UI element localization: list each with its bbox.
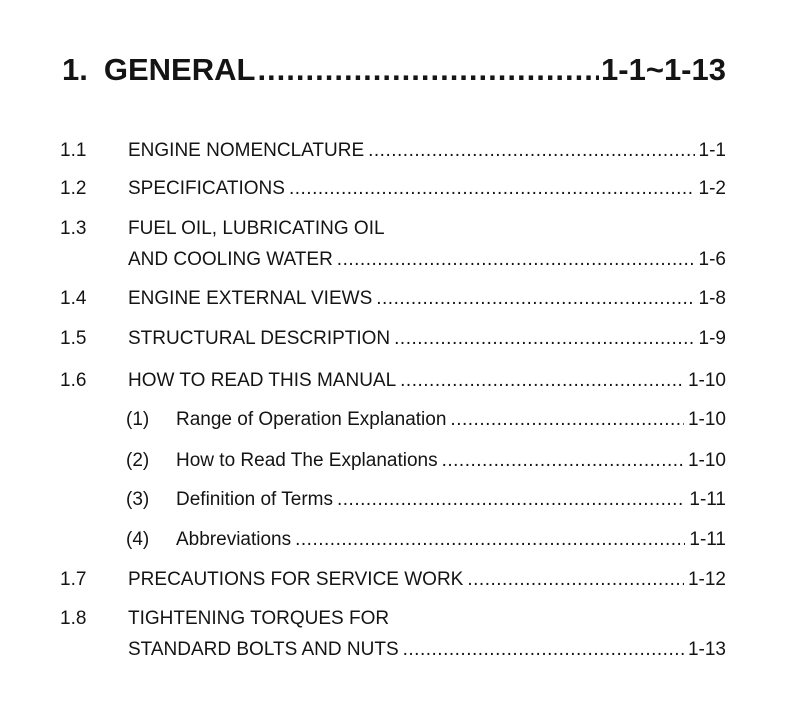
leader-dots <box>295 525 685 555</box>
chapter-heading <box>62 50 726 90</box>
entry-page: 1-10 <box>687 409 726 430</box>
leader-dots <box>400 366 684 396</box>
entry-title: ENGINE NOMENCLATURE <box>128 140 365 161</box>
entry-number: 1.8 <box>60 608 87 629</box>
entry-page: 1-11 <box>689 529 726 550</box>
leader-dots <box>368 136 694 166</box>
chapter-pages: 1-1~1-13 <box>601 52 726 87</box>
subentry-number: (1) <box>126 409 150 430</box>
entry-line <box>128 284 726 314</box>
entry-page: 1-10 <box>687 450 726 471</box>
entry-title: HOW TO READ THIS MANUAL <box>128 370 397 391</box>
entry-title-line1: TIGHTENING TORQUES FOR <box>128 608 390 629</box>
entry-page: 1-12 <box>687 569 726 590</box>
entry-title: Abbreviations <box>176 529 292 550</box>
entry-title: PRECAUTIONS FOR SERVICE WORK <box>128 569 464 590</box>
leader-dots <box>257 50 599 90</box>
leader-dots <box>289 174 695 204</box>
leader-dots <box>337 485 685 515</box>
entry-page: 1-10 <box>687 370 726 391</box>
entry-page: 1-8 <box>698 288 726 309</box>
leader-dots <box>337 245 695 275</box>
entry-page: 1-13 <box>687 639 726 660</box>
subentry-number: (4) <box>126 529 150 550</box>
leader-dots <box>450 405 684 435</box>
entry-line <box>128 136 726 166</box>
entry-number: 1.4 <box>60 288 87 309</box>
entry-number: 1.5 <box>60 328 87 349</box>
entry-title: SPECIFICATIONS <box>128 178 285 199</box>
entry-number: 1.6 <box>60 370 87 391</box>
entry-page: 1-2 <box>698 178 726 199</box>
chapter-title: GENERAL <box>103 52 256 87</box>
entry-line <box>176 525 726 555</box>
leader-dots <box>394 324 694 354</box>
entry-page: 1-9 <box>698 328 726 349</box>
entry-title-line1: FUEL OIL, LUBRICATING OIL <box>128 218 385 239</box>
chapter-number: 1. <box>62 52 88 87</box>
entry-number: 1.3 <box>60 218 87 239</box>
entry-line <box>128 366 726 396</box>
entry-number: 1.7 <box>60 569 87 590</box>
entry-title: Definition of Terms <box>176 489 333 510</box>
entry-page: 1-11 <box>689 489 726 510</box>
entry-line <box>128 174 726 204</box>
entry-page: 1-1 <box>698 140 726 161</box>
entry-title: Range of Operation Explanation <box>176 409 447 430</box>
leader-dots <box>376 284 694 314</box>
entry-line <box>176 405 726 435</box>
entry-number: 1.1 <box>60 140 87 161</box>
entry-line <box>128 324 726 354</box>
entry-line <box>176 485 726 515</box>
entry-line <box>128 635 726 665</box>
subentry-number: (3) <box>126 489 150 510</box>
entry-number: 1.2 <box>60 178 87 199</box>
entry-title: STRUCTURAL DESCRIPTION <box>128 328 391 349</box>
entry-line <box>176 446 726 476</box>
entry-page: 1-6 <box>698 249 726 270</box>
entry-title: STANDARD BOLTS AND NUTS <box>128 639 399 660</box>
leader-dots <box>403 635 684 665</box>
entry-line <box>128 565 726 595</box>
leader-dots <box>467 565 684 595</box>
entry-title: AND COOLING WATER <box>128 249 333 270</box>
entry-title: ENGINE EXTERNAL VIEWS <box>128 288 373 309</box>
subentry-number: (2) <box>126 450 150 471</box>
leader-dots <box>442 446 684 476</box>
entry-title: How to Read The Explanations <box>176 450 438 471</box>
entry-line <box>128 245 726 275</box>
